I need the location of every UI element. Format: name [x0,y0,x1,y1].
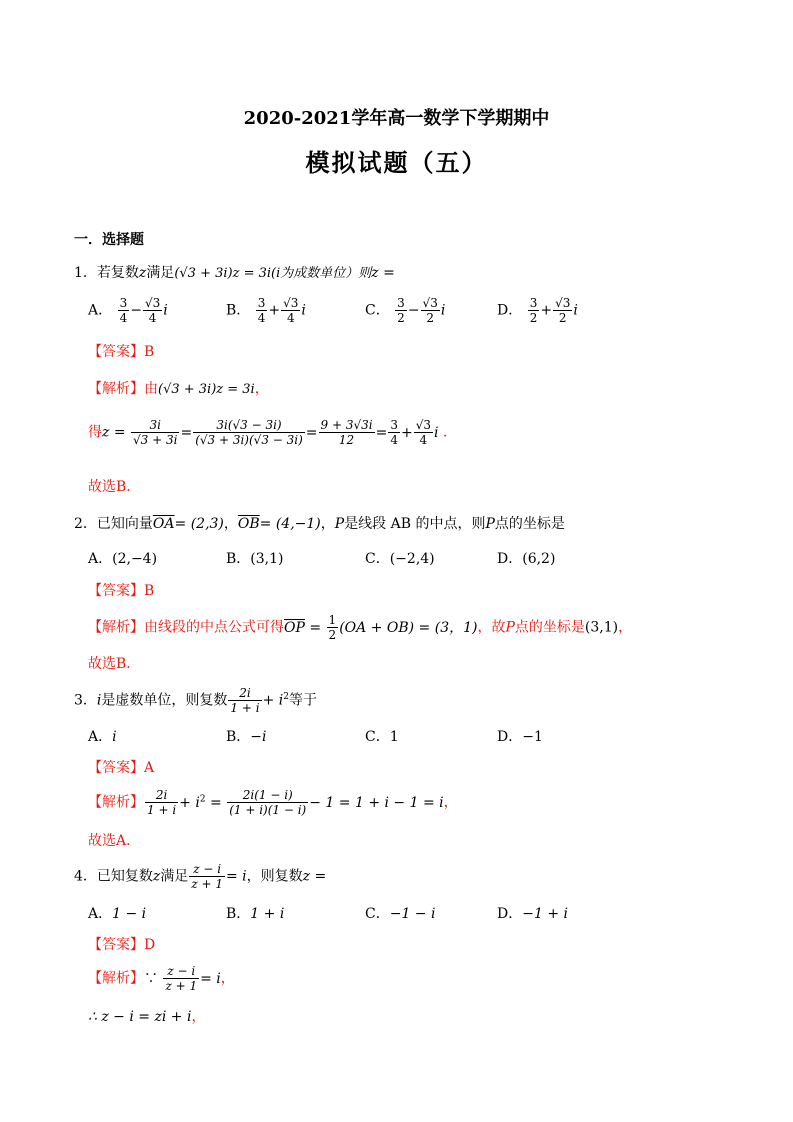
q3-option-c [365,726,399,746]
fraction: $\frac{3i}{√3 + 3i}$ [133,418,178,447]
analysis-text: 得 [88,424,102,441]
punct: ， [254,381,269,397]
question-number: 3． [74,692,97,709]
stem-text: 满足 [160,868,189,885]
question-1-stem [74,262,395,282]
fraction: $\frac{3}{4}$ [119,296,128,325]
q2-option-d [497,548,555,568]
fraction: $\frac{3}{2}$ [397,296,405,325]
question-number: 4． [74,868,97,885]
punct: ， [223,516,238,532]
eq: = [180,424,193,441]
stem-text: 已知向量 [96,516,153,532]
question-3-stem [74,686,317,715]
exponent: 2 [199,793,206,804]
stem-expression: (√3 + 3i)z = 3i(i为成数单位）则 [174,266,372,281]
q2-conclusion: 故选B． [88,656,141,672]
option-text: (6,2) [522,551,556,567]
question-number: 1． [74,265,97,281]
analysis-label: 【解析】 [88,970,144,987]
analysis-expression: ∴ z − i = zi + i [88,1009,192,1025]
fraction: $\frac{z - i}{z + 1}$ [165,964,198,993]
q1-option-b [226,296,306,325]
option-label: C． [365,302,390,319]
option-text: i [112,729,117,745]
q2-option-a [88,548,157,568]
q2-option-b [226,548,284,568]
punct: ， [618,619,633,636]
option-label: D． [497,906,523,922]
stem-text: 若复数 [96,265,139,281]
q4-answer: 【答案】D [88,937,156,953]
option-text: 1 [389,729,399,745]
analysis-expression: = i [200,970,221,987]
option-label: B． [226,302,251,319]
stem-expression: + i [262,692,284,709]
plus: + [400,424,413,441]
q4-option-a [88,903,146,923]
fraction: $\frac{z - i}{z + 1}$ [191,862,223,891]
analysis-label: 【解析】 [88,619,144,636]
stem-text: 是虚数单位，则复数 [101,692,228,709]
fraction: $\frac{9 + 3√3i}{12}$ [320,418,373,447]
q4-option-d [497,903,568,923]
option-text: (3,1) [250,551,284,567]
question-number: 2． [74,516,97,532]
option-label: A． [88,551,113,567]
var-p: P [334,516,345,532]
q4-analysis-line1 [88,964,235,993]
option-label: A． [88,302,113,319]
q1-analysis-line1 [88,378,269,398]
fraction: $\frac{2i}{1 + i}$ [147,788,177,817]
sign: + [540,302,553,319]
q3-answer: 【答案】A [88,760,155,776]
eq: = [210,794,222,811]
option-text: −1 [522,729,543,745]
stem-end: z = [371,265,395,281]
analysis-expression: + i [179,794,200,811]
var-z-eq: z = [102,424,126,441]
option-label: B． [226,551,251,567]
q1-answer: 【答案】B [88,344,155,360]
imag-unit: i [573,302,578,319]
q1-analysis-line2 [88,418,457,447]
option-text: (2,−4) [112,551,158,567]
stem-expression: = i [225,868,247,885]
option-label: D． [497,551,523,567]
q4-option-b [226,903,284,923]
analysis-point: (3,1) [584,619,619,636]
analysis-expression: (√3 + 3i)z = 3i [158,382,255,397]
stem-text: 满足 [146,265,175,281]
fraction: $\frac{3}{2}$ [529,296,538,325]
section-title: 一．选择题 [74,232,144,248]
imag-unit: i [163,302,168,319]
option-label: A． [88,906,113,922]
q4-analysis-line2 [88,1006,205,1026]
stem-expression: = (2,3) [174,516,224,532]
q3-option-a [88,726,117,746]
q1-conclusion: 故选B． [88,479,141,495]
option-text: −1 − i [389,906,436,922]
fraction: $\frac{√3}{4}$ [283,296,299,325]
option-label: A． [88,729,113,745]
analysis-text: 由 [144,381,158,397]
fraction: $\frac{3i(√3 - 3i)}{(√3 + 3i)(√3 - 3i)}$ [195,418,303,447]
option-label: D． [497,729,523,745]
analysis-label: 【解析】 [88,381,144,397]
question-4-stem [74,862,326,891]
option-text: −1 + i [522,906,568,922]
stem-expression: = (4,−1) [259,516,321,532]
question-2-stem [74,513,565,533]
vector-op: $\overline{OP}$ [284,619,305,636]
option-label: C． [365,551,390,567]
page-title-line2: 模拟试题（五） [305,148,488,177]
stem-end: z = [302,868,327,885]
q3-analysis [88,788,458,817]
var-z: z [138,265,147,281]
stem-text: 是线段 AB 的中点，则 [344,516,486,532]
analysis-text: 点的坐标是 [514,619,585,636]
eq: = [375,424,388,441]
q2-analysis: 【解析】由线段的中点公式可得$\overline{OP}$ = $\frac{1}{2}$ (OA + OB) = (3，1)，故P点的坐标是(3,1)， [88,613,633,642]
sign: − [407,302,420,319]
fraction: $\frac{√3}{4}$ [144,296,161,325]
q1-option-d [497,296,578,325]
page-title-line1: 2020-2021学年高一数学下学期期中 [243,108,550,129]
q2-option-c [365,548,435,568]
fraction: $\frac{√3}{4}$ [415,418,431,447]
punct: ， [220,970,235,987]
analysis-expression: (OA + OB) = (3，1) [339,619,478,636]
stem-text: ，则复数 [246,868,303,885]
vector-ob: $\overline{OB}$ [237,516,260,532]
stem-text: 点的坐标是 [494,516,565,532]
fraction: $\frac{3}{4}$ [390,418,398,447]
fraction: $\frac{3}{4}$ [257,296,266,325]
analysis-expression: − 1 = 1 + i − 1 = i [309,794,444,811]
option-label: C． [365,906,390,922]
var-p: P [485,516,495,532]
exponent: 2 [283,691,289,702]
eq: = [305,424,318,441]
stem-text: 已知复数 [96,868,153,885]
stem-text: 等于 [288,692,317,709]
option-label: D． [497,302,523,319]
option-label: B． [226,729,251,745]
punct: ， [443,794,458,811]
var-z: z [152,868,161,885]
option-text: (−2,4) [389,551,435,567]
q2-answer: 【答案】B [88,583,155,599]
option-text: 1 + i [250,906,285,922]
fraction: $\frac{2i}{1 + i}$ [230,686,260,715]
analysis-text: 由线段的中点公式可得 [144,619,284,636]
imag-unit: i [301,302,306,319]
sign: + [268,302,281,319]
imag-unit: i [96,692,102,709]
option-label: C． [365,729,390,745]
fraction: $\frac{√3}{2}$ [555,296,571,325]
vector-oa: $\overline{OA}$ [152,516,175,532]
q3-option-d [497,726,543,746]
option-label: B． [226,906,251,922]
analysis-text: ，故 [477,619,506,636]
imag-unit: i [440,302,446,319]
fraction: $\frac{1}{2}$ [328,613,337,642]
fraction: $\frac{2i(1 - i)}{(1 + i)(1 - i)}$ [229,788,307,817]
option-text: 1 − i [112,906,147,922]
imag-unit: i [434,424,439,441]
var-p: P [505,619,515,636]
option-text: −i [250,729,267,745]
punct: ， [320,516,335,532]
sign: − [130,302,142,319]
q1-option-a [88,296,168,325]
analysis-label: 【解析】 [88,794,144,811]
punct: ， [191,1009,206,1025]
q3-conclusion: 故选A． [88,833,141,849]
q4-option-c [365,903,435,923]
q1-option-c [365,296,445,325]
fraction: $\frac{√3}{2}$ [422,296,438,325]
punct: ． [442,424,457,441]
q3-option-b [226,726,267,746]
because-symbol: ∵ [144,970,158,987]
